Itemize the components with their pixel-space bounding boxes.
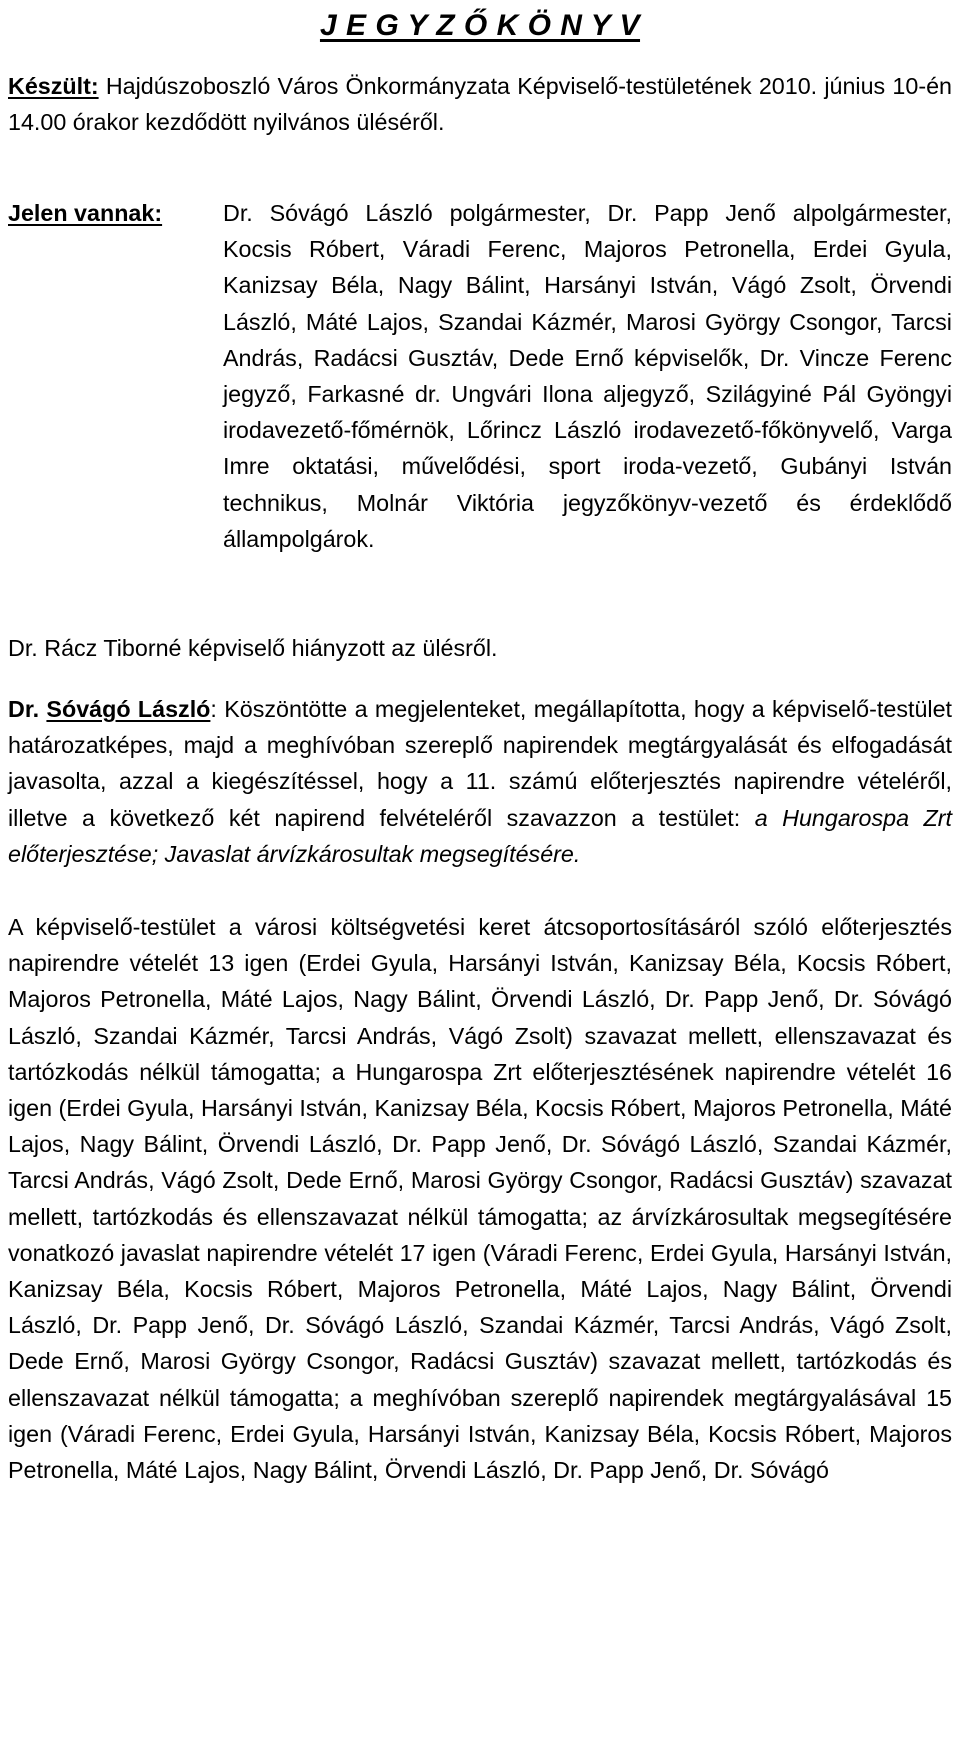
- absent-paragraph: Dr. Rácz Tiborné képviselő hiányzott az ülésről.: [8, 635, 498, 661]
- present-label-paragraph: [8, 195, 218, 231]
- created-section: [8, 68, 952, 140]
- speaker-name: Sóvágó László: [46, 696, 211, 722]
- created-paragraph: [8, 68, 952, 140]
- absent-section: [8, 630, 952, 666]
- document-title: [0, 6, 960, 46]
- speech-section: [8, 691, 952, 872]
- present-paragraph: Dr. Sóvágó László polgármester, Dr. Papp Jenő alpolgármester, Kocsis Róbert, Váradi Ferenc, Majoros Petronella, Erdei Gyula, Kanizsay Béla, Nagy Bálint, Harsányi István, Vágó Zsolt, Örvendi László, Máté Lajos, Szandai Kázmér, Marosi György Csongor, Tarcsi András, Radácsi Gusztáv, Dede Ernő képviselők, Dr. Vincze Ferenc jegyző, Farkasné dr. Ungvári Ilona aljegyző, Szilágyiné Pál Gyöngyi irodavezető-főmérnök, Lőrincz László irodavezető-főkönyvelő, Varga Imre oktatási, művelődési, sport iroda-vezető, Gubányi István technikus, Molnár Viktória jegyzőkönyv-vezető és érdeklődő állampolgárok.: [223, 200, 952, 552]
- speech-paragraph: [8, 691, 952, 872]
- vote-paragraph: A képviselő-testület a városi költségvetési keret átcsoportosításáról szóló előterjesztés napirendre vételét 13 igen (Erdei Gyula, Harsányi István, Kanizsay Béla, Kocsis Róbert, Majoros Petronella, Máté Lajos, Nagy Bálint, Örvendi László, Dr. Papp Jenő, Dr. Sóvágó László, Szandai Kázmér, Tarcsi András, Vágó Zsolt) szavazat mellett, ellenszavazat és tartózkodás nélkül támogatta; a Hungarospa Zrt előterjesztésének napirendre vételét 16 igen (Erdei Gyula, Harsányi István, Kanizsay Béla, Kocsis Róbert, Majoros Petronella, Máté Lajos, Nagy Bálint, Örvendi László, Dr. Papp Jenő, Dr. Sóvágó László, Szandai Kázmér, Tarcsi András, Vágó Zsolt, Dede Ernő, Marosi György Csongor, Radácsi Gusztáv) szavazat mellett, tartózkodás és ellenszavazat nélkül támogatta; az árvízkárosultak megsegítésére vonatkozó javaslat napirendre vételét 17 igen (Váradi Ferenc, Erdei Gyula, Harsányi István, Kanizsay Béla, Kocsis Róbert, Majoros Petronella, Máté Lajos, Nagy Bálint, Örvendi László, Dr. Papp Jenő, Dr. Sóvágó László, Szandai Kázmér, Tarcsi András, Vágó Zsolt, Dede Ernő, Marosi György Csongor, Radácsi Gusztáv) szavazat mellett, tartózkodás és ellenszavazat nélkül támogatta; a meghívóban szereplő napirendek megtárgyalásával 15 igen (Váradi Ferenc, Erdei Gyula, Harsányi István, Kanizsay Béla, Kocsis Róbert, Majoros Petronella, Máté Lajos, Nagy Bálint, Örvendi László, Dr. Papp Jenő, Dr. Sóvágó: [8, 914, 952, 1484]
- created-text: Hajdúszoboszló Város Önkormányzata Képviselő-testületének 2010. június 10-én 14.00 órakor kezdődött nyilvános üléséről.: [8, 73, 952, 136]
- present-list: [223, 195, 952, 557]
- speech-italic-text: a Hungarospa Zrt előterjesztése; Javaslat árvízkárosultak megsegítésére.: [8, 804, 952, 867]
- present-label-box: [8, 195, 218, 231]
- created-label: Készült:: [8, 73, 99, 99]
- present-label: Jelen vannak:: [8, 200, 163, 226]
- speaker-prefix: Dr.: [8, 696, 47, 722]
- vote-section: [8, 909, 952, 1488]
- title-text: J E G Y Z Ő K Ö N Y V: [319, 9, 641, 42]
- speaker-colon: :: [210, 696, 217, 722]
- speech-text: Köszöntötte a megjelenteket, megállapította, hogy a képviselő-testület határozatképes, majd a meghívóban szereplő napirendek megtárgyalását és elfogadását javasolta, azzal a kiegészítéssel, hogy a 11. számú előterjesztés napirendre vételéről, illetve a következő két napirend felvételéről szavazzon a testület:: [8, 696, 953, 831]
